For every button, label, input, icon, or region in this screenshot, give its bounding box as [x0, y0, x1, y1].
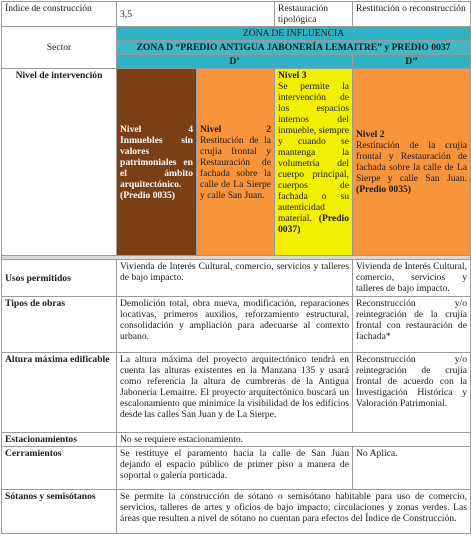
level-2-right-cell — [353, 69, 471, 256]
zone-d-header: ZONA D “PREDIO ANTIGUA JABONERÍA LEMAITRE” y PREDIO 0037 — [117, 41, 471, 55]
zoning-regulations-table — [1, 1, 471, 534]
level-2-right-predio: (Predio 0035) — [356, 184, 411, 195]
height-left: La altura máxima del proyecto arquitectónico tendrá en cuenta las alturas existentes en la Manzana 135 y usará como referencia la altura de cumbreras de la Antigua Jabonería Lemaitre. El proyecto arquitectónico buscará un escalonamiento que minimice la visibilidad de los edificios desde las calles San Juan y de La Sierpe. — [117, 353, 353, 433]
construction-index-value: 3,5 — [117, 2, 275, 27]
parking-value: No se requiere estacionamiento. — [117, 433, 471, 447]
intervention-label: Nivel de intervención — [2, 69, 117, 256]
uses-row — [2, 260, 471, 297]
height-right: Reconstrucción y/o reintegración de crujía frontal de acuerdo con la Investigación Histórica y Valoración Patrimonial. — [353, 353, 471, 433]
level-2-left-title: Nivel 2 — [200, 123, 271, 135]
works-right: Reconstrucción y/o reintegración de la crujía frontal con restauración de fachada* — [353, 297, 471, 353]
influence-zone-header: ZONA DE INFLUENCIA — [117, 27, 471, 41]
level-3-text: Se permite la intervención de los espacios internos del inmueble, siempre y cuando se mantenga la volumetría del cuerpo principal, cuerpos de fachada o su autenticidad material. — [278, 81, 349, 224]
construction-index-label: Índice de construcción — [2, 2, 117, 27]
subzone-d1-header: D’ — [117, 55, 353, 69]
subzone-d2-header: D’’ — [353, 55, 471, 69]
level-2-right-title: Nivel 2 — [356, 129, 385, 140]
works-row — [2, 297, 471, 353]
height-label: Altura máxima edificable — [2, 353, 117, 433]
construction-index-row — [2, 2, 471, 27]
tipological-restoration-cell: Restauración tipológica — [275, 2, 353, 27]
level-2-left-text: Restitución de la crujía frontal y Restauración de fachada sobre la calle de La Sierpe y calle San Juan. — [200, 134, 271, 201]
parking-label: Estacionamientos — [2, 433, 117, 447]
works-left: Demolición total, obra nueva, modificación, reparaciones locativas, primeros auxilios, reforzamiento estructural, consolidación y ampliación para adecuarse al contexto urbano. — [117, 297, 353, 353]
height-row — [2, 353, 471, 433]
enclosures-row — [2, 447, 471, 490]
works-label: Tipos de obras — [2, 297, 117, 353]
enclosures-label: Cerramientos — [2, 447, 117, 490]
level-2-left-cell — [197, 69, 275, 256]
sector-label: Sector — [2, 27, 117, 69]
enclosures-left: Se restituye el paramento hacia la calle de San Juan dejando el espacio público de primer piso a manera de soportal o galería porticada. — [117, 447, 353, 490]
restitution-cell: Restitución o reconstrucción — [353, 2, 471, 27]
level-3-cell — [275, 69, 353, 256]
uses-right: Vivienda de Interés Cultural, comercio, servicios y talleres de bajo impacto. — [353, 260, 471, 297]
level-2-right-text: Restitución de la crujía frontal y Restauración de fachada sobre la calle de La Sierpe y calle San Juan. — [356, 140, 467, 184]
parking-row — [2, 433, 471, 447]
level-4-cell: Nivel 4 Inmuebles sin valores patrimoniales en el ámbito arquitectónico. (Predio 0035) — [117, 69, 197, 256]
basements-row — [2, 490, 471, 534]
uses-label: Usos permitidos — [2, 260, 117, 297]
uses-left: Vivienda de Interés Cultural, comercio, servicios y talleres de bajo impacto. — [117, 260, 353, 297]
intervention-row — [2, 69, 471, 256]
basements-value: Se permite la construcción de sótano o semisótano habitable para uso de comercio, servicios, talleres de artes y oficios de bajo impacto, circulaciones y zonas verdes. Las áreas que resulten a nivel de sótano no cuentan para efectos del Índice de Construcción. — [117, 490, 471, 534]
enclosures-right: No Aplica. — [353, 447, 471, 490]
level-3-title: Nivel 3 — [278, 70, 307, 81]
level-3-predio: (Predio 0037) — [278, 213, 349, 235]
sector-zone-row — [2, 27, 471, 41]
basements-label: Sótanos y semisótanos — [2, 490, 117, 534]
